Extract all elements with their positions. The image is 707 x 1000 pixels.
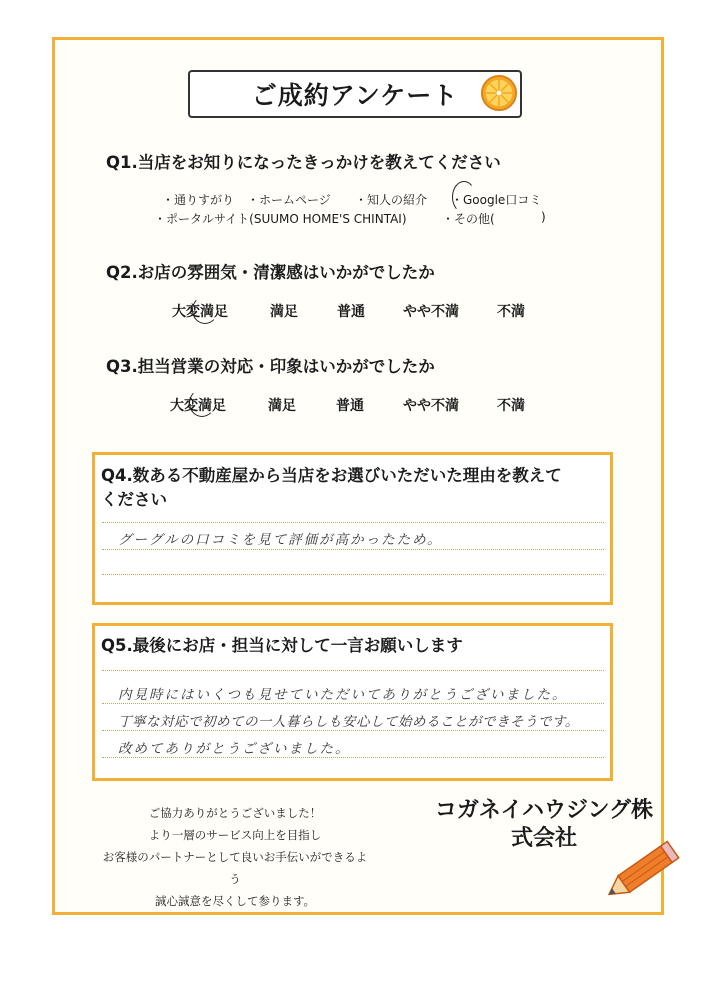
q4-question-line2: ください xyxy=(101,490,167,509)
q2-rating[interactable]: 不満 xyxy=(497,304,525,320)
q1-question: Q1.当店をお知りになったきっかけを教えてください xyxy=(106,153,501,172)
thanks-line: 誠心誠意を尽くして参ります。 xyxy=(154,894,316,908)
q1-option[interactable]: ・知人の紹介 xyxy=(355,193,428,207)
q3-question: Q3.担当営業の対応・印象はいかがでしたか xyxy=(106,357,435,376)
page-title: ご成約アンケート xyxy=(251,81,459,110)
q1-option[interactable]: ・ポータルサイト(SUUMO HOME'S CHINTAI) xyxy=(154,212,407,226)
q5-question: Q5.最後にお店・担当に対して一言お願いします xyxy=(101,636,463,655)
orange-slice-icon xyxy=(480,74,518,112)
thanks-line: より一層のサービス向上を目指し xyxy=(148,828,322,842)
q4-handwritten-answer: グーグルの口コミを見て評価が高かったため。 xyxy=(118,532,443,548)
q5-handwritten-answer-line: 丁寧な対応で初めての一人暮らしも安心して始めることができそうです。 xyxy=(118,714,579,730)
selection-circle xyxy=(452,181,476,213)
thanks-line: お客様のパートナーとして良いお手伝いができるよう xyxy=(102,850,368,886)
q3-rating[interactable]: やや不満 xyxy=(403,398,459,414)
q1-option-other[interactable]: ・その他( xyxy=(442,212,495,226)
thanks-line: ご協力ありがとうございました！ xyxy=(148,806,322,820)
company-name-line: コガネイハウジング株 xyxy=(434,798,654,823)
answer-line xyxy=(102,703,604,704)
q1-option[interactable]: ・ホームページ xyxy=(247,193,331,207)
answer-line xyxy=(102,730,604,731)
q5-handwritten-answer-line: 改めてありがとうございました。 xyxy=(118,741,351,757)
q1-option-other-close: ) xyxy=(541,210,546,224)
answer-line xyxy=(102,574,604,575)
answer-line xyxy=(102,757,604,758)
q2-rating[interactable]: 普通 xyxy=(337,304,365,320)
selection-circle xyxy=(189,389,215,417)
answer-line xyxy=(102,522,604,523)
q3-rating[interactable]: 普通 xyxy=(336,398,364,414)
q2-rating[interactable]: やや不満 xyxy=(403,304,459,320)
q2-rating-selected[interactable]: 大変満足 xyxy=(172,304,228,320)
q1-option-selected[interactable]: ・Google口コミ xyxy=(451,193,542,207)
q3-rating-selected[interactable]: 大変満足 xyxy=(170,398,226,414)
selection-circle xyxy=(192,296,218,324)
q4-question-line1: Q4.数ある不動産屋から当店をお選びいただいた理由を教えて xyxy=(101,466,562,485)
title-box xyxy=(188,70,522,118)
thanks-message xyxy=(100,802,370,912)
answer-line xyxy=(102,549,604,550)
q1-option[interactable]: ・通りすがり xyxy=(162,193,235,207)
q2-question: Q2.お店の雰囲気・清潔感はいかがでしたか xyxy=(106,263,435,282)
q3-rating[interactable]: 満足 xyxy=(268,398,296,414)
q2-rating[interactable]: 満足 xyxy=(270,304,298,320)
q3-rating[interactable]: 不満 xyxy=(497,398,525,414)
answer-line xyxy=(102,670,604,671)
pencil-icon xyxy=(598,836,684,908)
q5-handwritten-answer-line: 内見時にはいくつも見せていただいてありがとうございました。 xyxy=(118,687,568,703)
company-name-line: 式会社 xyxy=(510,826,577,851)
